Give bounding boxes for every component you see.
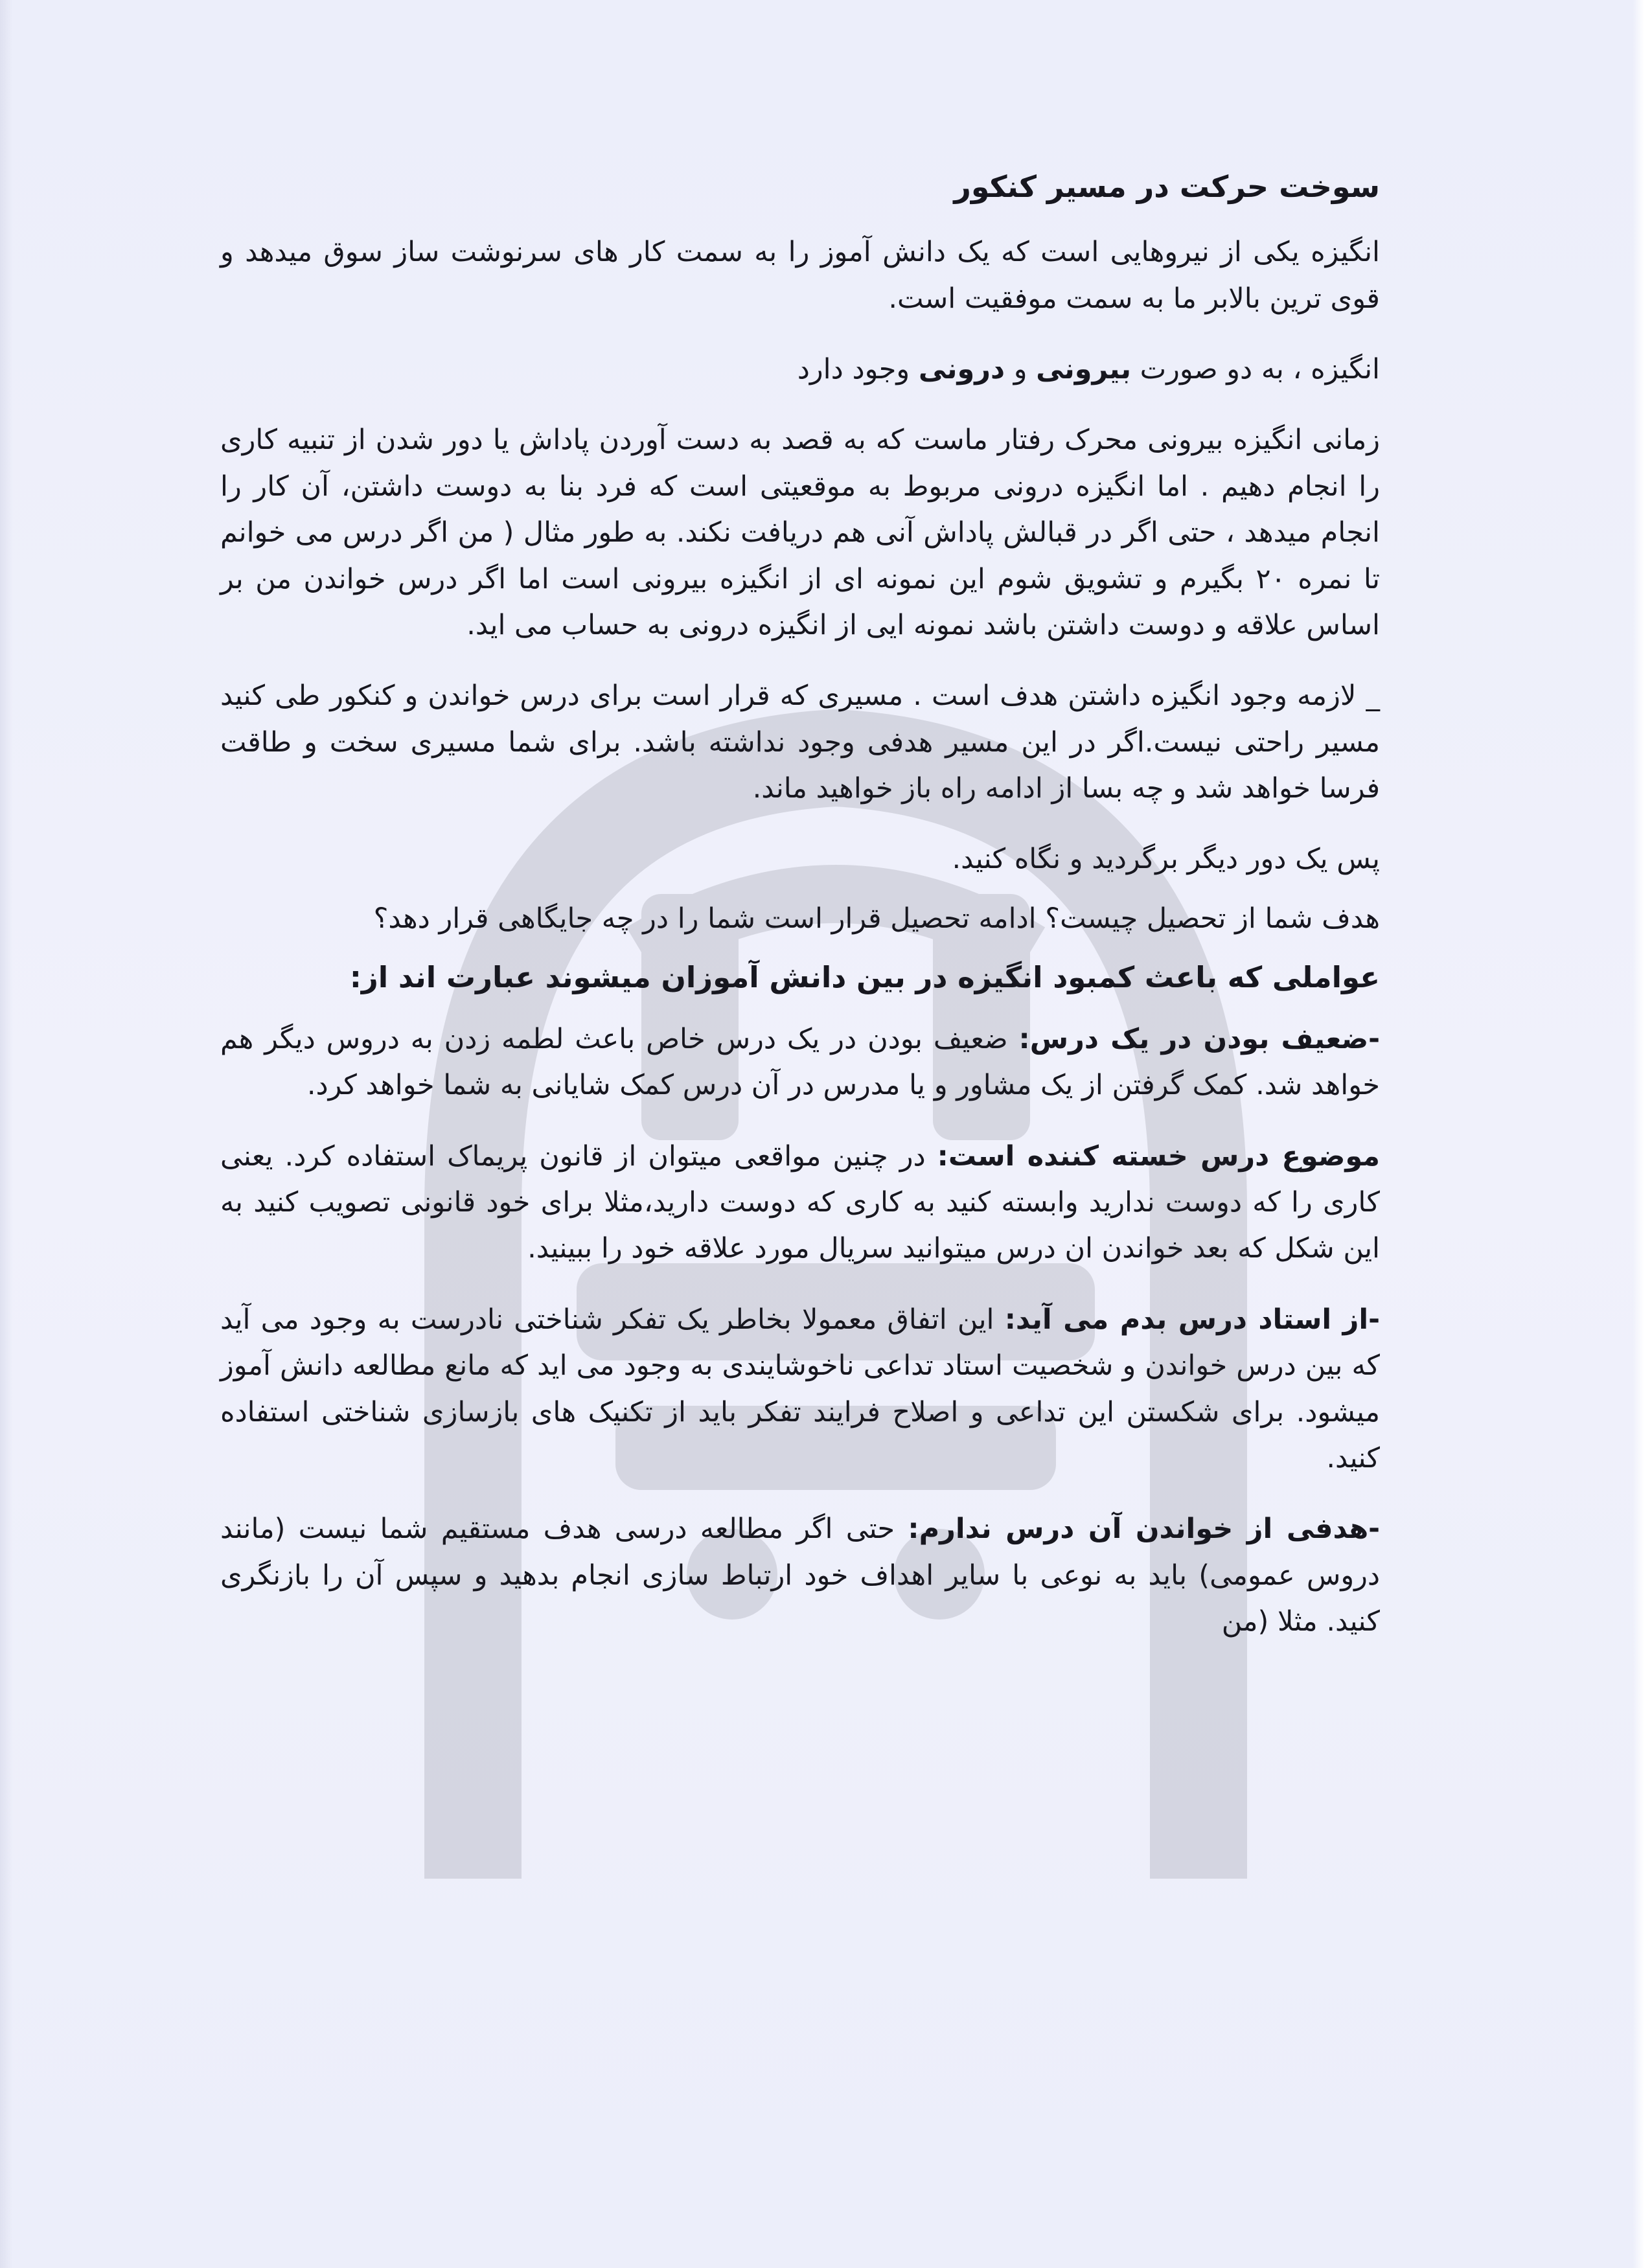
factors-heading: عواملی که باعث کمبود انگیزه در بین دانش آموزان میشوند عبارت اند از: [349,960,1380,995]
look-back-line: پس یک دور دیگر برگردید و نگاه کنید. [952,843,1380,876]
page-edge-shadow [0,0,13,2268]
factor-label: -از استاد درس بدم می آید: [1004,1303,1381,1336]
factor-text: حتی اگر مطالعه درسی هدف مستقیم شما نیست (مانند دروس عمومی) باید به نوعی با سایر اهداف خود ارتباط سازی انجام بدهید و سپس آن را بازنگری کنید. مثلا (من [220,1513,1380,1638]
factor-text: این اتفاق معمولا بخاطر یک تفکر شناختی نادرست به وجود می آید که بین درس خواندن و شخصیت استاد تداعی ناخوشایندی به وجود می اید که مانع مطالعه دانش آموز میشود. برای شکستن این تداعی و اصلاح فرایند تفکر باید از تکنیک های بازسازی شناختی استفاده کنید. [220,1303,1380,1474]
page-edge-highlight [1633,0,1652,2268]
factor-item-weak-subject [220,1016,1380,1109]
motivation-types-paragraph [220,347,1380,393]
factor-text: ضعیف بودن در یک درس خاص باعث لطمه زدن به دروس دیگر هم خواهد شد. کمک گرفتن از یک مشاور و یا مدرس در آن درس کمک شایانی به شما خواهد کرد. [220,1022,1380,1102]
internal-term: درونی [918,353,1005,386]
intro-paragraph: انگیزه یکی از نیروهایی است که یک دانش آموز را به سمت کار های سرنوشت ساز سوق میدهد و قوی ترین بالابر ما به سمت موفقیت است. [220,236,1380,315]
types-suffix: وجود دارد [797,353,919,386]
factor-item-no-goal [220,1506,1380,1645]
question-line: هدف شما از تحصیل چیست؟ ادامه تحصیل قرار است شما را در چه جایگاهی قرار دهد؟ [373,902,1380,935]
goal-paragraph: _ لازمه وجود انگیزه داشتن هدف است . مسیری که قرار است برای درس خواندن و کنکور طی کنید مسیر راحتی نیست.اگر در این مسیر هدفی وجود نداشته باشد. برای شما مسیری سخت و طاقت فرسا خواهد شد و چه بسا از ادامه راه باز خواهید ماند. [220,680,1380,805]
external-term: بیرونی [1036,353,1131,386]
document-body [220,162,1380,1669]
factor-item-dislike-teacher [220,1297,1380,1482]
types-and: و [1005,353,1037,386]
factor-label: موضوع درس خسته کننده است: [937,1140,1380,1173]
factor-item-boring-subject [220,1134,1380,1272]
definition-paragraph: زمانی انگیزه بیرونی محرک رفتار ماست که به قصد به دست آوردن پاداش یا دور شدن از تنبیه کاری را انجام دهیم . اما انگیزه درونی مربوط به موقعیتی است که فرد بنا به دوست داشتن، آن کار را انجام میدهد ، حتی اگر در قبالش پاداش آنی هم دریافت نکند. به طور مثال ( من اگر درس می خوانم تا نمره ۲۰ بگیرم و تشویق شوم این نمونه ای از انگیزه بیرونی است اما اگر درس خواندن من بر اساس علاقه و دوست داشتن باشد نمونه ایی از انگیزه درونی به حساب می اید. [220,424,1380,641]
factor-label: -هدفی از خواندن آن درس ندارم: [908,1513,1380,1546]
factor-label: -ضعیف بودن در یک درس: [1018,1022,1380,1055]
page-title: سوخت حرکت در مسیر کنکور [954,169,1380,204]
factor-text: در چنین مواقعی میتوان از قانون پریماک استفاده کرد. یعنی کاری را که دوست ندارید وابسته کنید به کاری که دوست دارید،مثلا برای خود قانونی تصویب کنید به این شکل که بعد خواندن ان درس میتوانید سریال مورد علاقه خود را ببینید. [220,1140,1380,1265]
types-prefix: انگیزه ، به دو صورت [1130,353,1380,386]
